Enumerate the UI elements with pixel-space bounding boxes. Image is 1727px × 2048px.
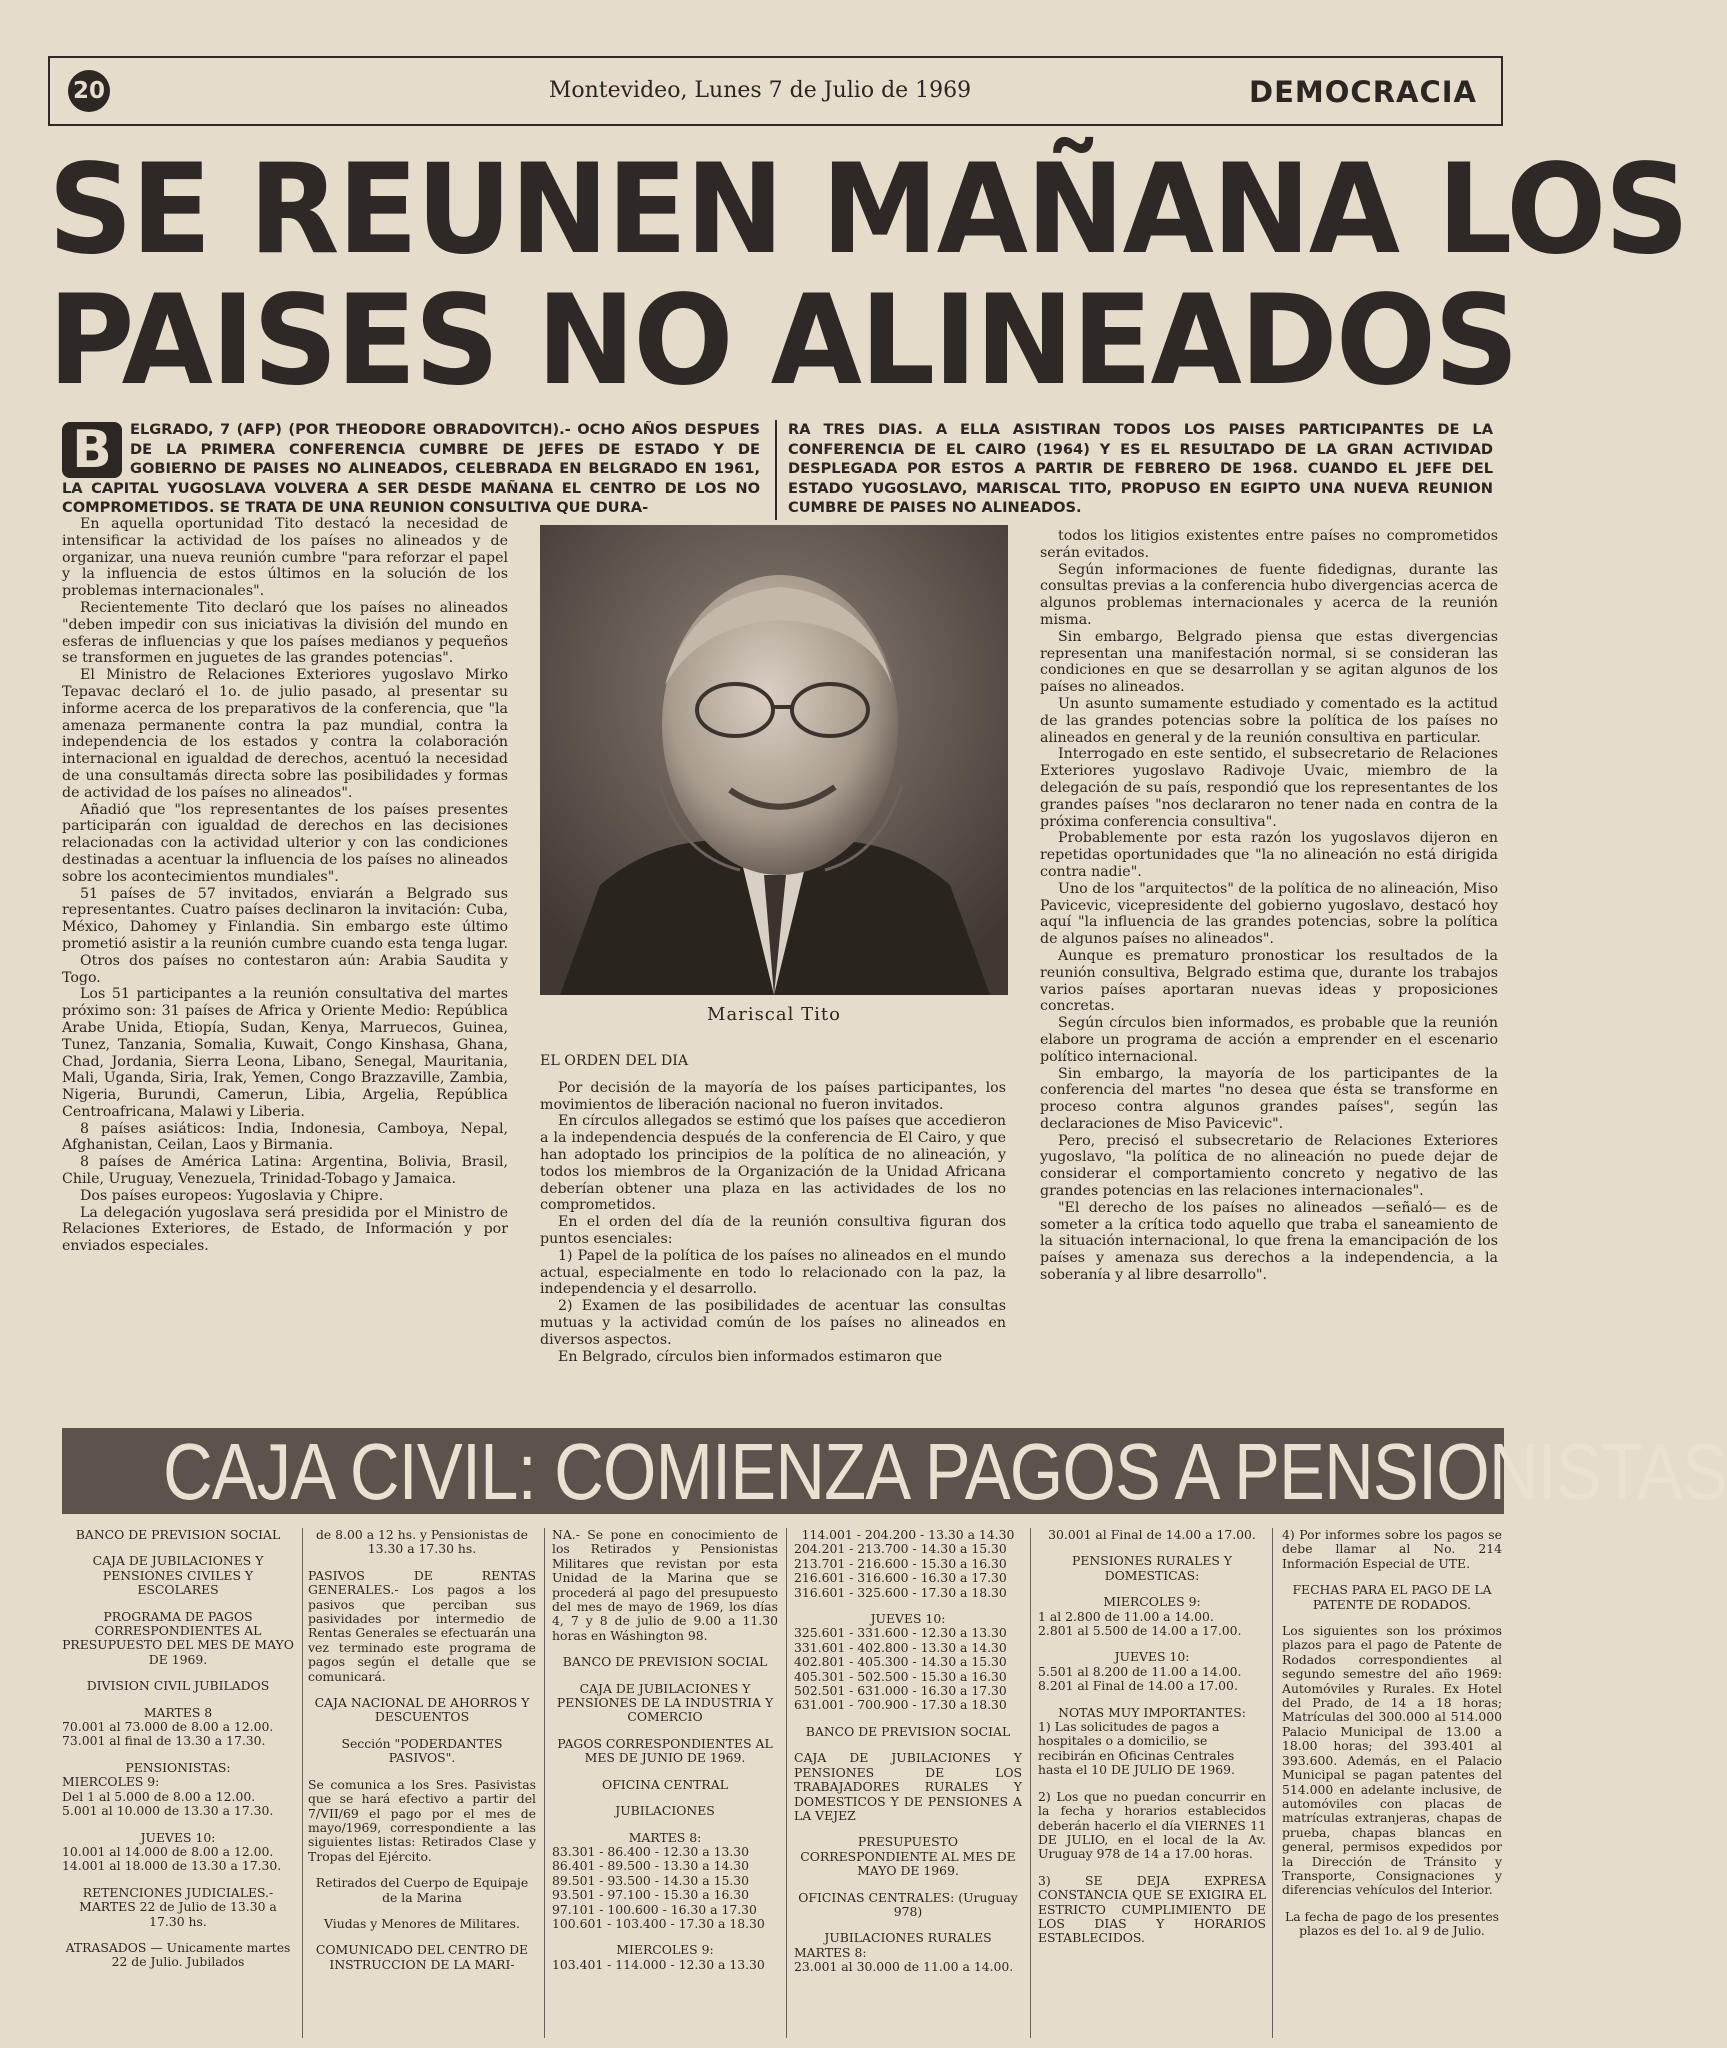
lead-text-left: ELGRADO, 7 (AFP) (POR THEODORE OBRADOVITCH).- OCHO AÑOS DESPUES DE LA PRIMERA CONFERENCIA CUMBRE DE JEFES DE ESTADO Y DE GOBIERNO DE PAISES NO ALINEADOS, CELEBRADA EN BELGRADO EN 1961, LA CAPITAL YUGOSLAVA VOLVERA A SER DESDE MAÑANA EL CENTRO DE LOS NO COMPROMETIDOS. SE TRATA DE UNA REUNION CONSULTIVA QUE DURA- bbox=[62, 421, 760, 516]
notice-line: 70.001 al 73.000 de 8.00 a 12.00. bbox=[62, 1719, 274, 1735]
notice-line: 83.301 - 86.400 - 12.30 a 13.30 bbox=[552, 1843, 750, 1859]
notice-block bbox=[552, 1831, 778, 1932]
notice-block bbox=[1038, 1650, 1266, 1693]
notice-block: Sección "PODERDANTES PASIVOS". bbox=[341, 1735, 503, 1766]
article-paragraph: Añadió que "los representantes de los países presentes participarán con igualdad de derechos en las decisiones relacionadas con la actividad ulterior y con las condiciones destinadas a acentuar la influencia de los países no alineados sobre los acontecimientos mundiales". bbox=[62, 801, 508, 885]
notice-line: PENSIONISTAS: bbox=[125, 1759, 231, 1775]
article-paragraph: Los 51 participantes a la reunión consultativa del martes próximo son: 31 países de Africa y Oriente Medio: República Arabe Unida, Etiopía, Sudan, Kenya, Marruecos, Guinea, Tunez, Tanzania, Somalia, Kuwait, Congo Kinshasa, Ghana, Chad, Jordania, Sierra Leona, Libano, Senegal, Mauritania, Mali, Uganda, Siria, Irak, Yemen, Congo Brazzaville, Zambia, Nigeria, Burundi, Camerun, Libia, Argelia, República Centroafricana, Malawi y Liberia. bbox=[62, 986, 508, 1120]
article-paragraph: Interrogado en este sentido, el subsecretario de Relaciones Exteriores yugoslavo Radivoje Uvaic, miembro de la delegación de su país, respondió que los representantes de los grandes países "nos declararon no tener nada en contra de la próxima conferencia consultiva". bbox=[1040, 746, 1498, 830]
notice-line: 5.501 al 8.200 de 11.00 a 14.00. bbox=[1038, 1663, 1242, 1679]
photo-caption: Mariscal Tito bbox=[707, 1004, 841, 1025]
notice-line: 114.001 - 204.200 - 13.30 a 14.30 bbox=[801, 1527, 1015, 1542]
notice-line: 1) Las solicitudes de pagos a hospitales o a domicilio, se recibirán en Oficinas Centrales hasta el 10 DE JULIO DE 1969. bbox=[1038, 1719, 1235, 1778]
notice-column-6 bbox=[1282, 1528, 1502, 2040]
notice-block: de 8.00 a 12 hs. y Pensionistas de 13.30 a 17.30 hs. bbox=[315, 1527, 529, 1557]
notice-block bbox=[62, 1761, 294, 1819]
headline-line-1: SE REUNEN MAÑANA LOS bbox=[48, 136, 1688, 282]
article-paragraph: En Belgrado, círculos bien informados estimaron que bbox=[558, 1348, 943, 1365]
notice-line: 89.501 - 93.500 - 14.30 a 15.30 bbox=[552, 1872, 750, 1888]
notice-line: 204.201 - 213.700 - 14.30 a 15.30 bbox=[794, 1541, 1007, 1557]
headline-line-2: PAISES NO ALINEADOS bbox=[48, 267, 1518, 413]
notice-column-2 bbox=[308, 1528, 536, 2040]
column-rule bbox=[1030, 1528, 1031, 2038]
notice-line: 14.001 al 18.000 de 13.30 a 17.30. bbox=[62, 1858, 282, 1874]
article-paragraph: 8 países asiáticos: India, Indonesia, Camboya, Nepal, Afghanistan, Ceilan, Laos y Birmania. bbox=[62, 1120, 508, 1154]
notice-line: MARTES 8: bbox=[628, 1829, 702, 1845]
notice-block bbox=[794, 1528, 1022, 1600]
notice-line: 8.201 al Final de 14.00 a 17.00. bbox=[1038, 1678, 1238, 1694]
notice-block: OFICINAS CENTRALES: (Uruguay 978) bbox=[798, 1889, 1018, 1919]
article-paragraph: Probablemente por esta razón los yugoslavos dijeron en repetidas oportunidades que "la no alineación no está dirigida contra nadie". bbox=[1040, 830, 1498, 880]
notice-line: JUBILACIONES RURALES bbox=[824, 1930, 992, 1946]
lead-divider bbox=[775, 420, 777, 520]
article-column-1 bbox=[62, 516, 508, 1406]
notice-line: 23.001 al 30.000 de 11.00 a 14.00. bbox=[794, 1959, 1014, 1975]
notice-line: 86.401 - 89.500 - 13.30 a 14.30 bbox=[552, 1858, 750, 1874]
notice-line: JUEVES 10: bbox=[870, 1611, 946, 1627]
article-paragraph: 51 países de 57 invitados, enviarán a Belgrado sus representantes. Cuatro países declinaron la invitación: Cuba, México, Dahomey y Finlandia. Sin embargo este último prometió asistir a la reunión cumbre cuando esta tenga lugar. bbox=[62, 885, 508, 952]
article-paragraph: Otros dos países no contestaron aún: Arabia Saudita y Togo. bbox=[62, 952, 508, 986]
notice-line: NOTAS MUY IMPORTANTES: bbox=[1058, 1704, 1246, 1720]
notice-line: JUEVES 10: bbox=[1114, 1649, 1190, 1665]
notice-line: JUEVES 10: bbox=[140, 1829, 216, 1845]
article-column-3 bbox=[1040, 528, 1498, 1408]
notice-block: PASIVOS DE RENTAS GENERALES.- Los pagos a los pasivos que perciban sus pasividades por intermedio de Rentas Generales se efectuarán una vez terminado este programa de pagos según el detalle que se comunicará. bbox=[308, 1567, 536, 1684]
notice-line: 316.601 - 325.600 - 17.30 a 18.30 bbox=[794, 1584, 1007, 1600]
notice-block bbox=[62, 1706, 294, 1749]
notice-block bbox=[794, 1931, 1022, 1974]
notice-block: BANCO DE PREVISION SOCIAL bbox=[805, 1723, 1011, 1739]
notice-block: OFICINA CENTRAL bbox=[602, 1776, 728, 1792]
notice-block bbox=[62, 1831, 294, 1874]
notice-block bbox=[1038, 1706, 1266, 1778]
notice-line: 5.001 al 10.000 de 13.30 a 17.30. bbox=[62, 1803, 274, 1819]
article-paragraph: Según círculos bien informados, es probable que la reunión elabore un programa de acción a emprender en el escenario político internacional. bbox=[1040, 1015, 1498, 1065]
notice-block: BANCO DE PREVISION SOCIAL bbox=[75, 1527, 281, 1542]
column-rule bbox=[786, 1528, 787, 2038]
notice-block: PAGOS CORRESPONDIENTES AL MES DE JUNIO DE 1969. bbox=[557, 1735, 773, 1766]
notice-block: BANCO DE PREVISION SOCIAL bbox=[562, 1654, 768, 1670]
banner-headline bbox=[62, 1427, 1727, 1516]
notice-column-5 bbox=[1038, 1528, 1266, 2040]
article-paragraph: "El derecho de los países no alineados —señaló— es de someter a la crítica todo aquello que traba el saneamiento de la situación internacional, lo que frena la emancipación de los países y amenaza sus derechos a la independencia, a la soberanía y al libre desarrollo". bbox=[1040, 1199, 1498, 1284]
notice-line: 631.001 - 700.900 - 17.30 a 18.30 bbox=[794, 1697, 1007, 1713]
notice-line: MIERCOLES 9: bbox=[1103, 1594, 1201, 1610]
notice-line: 1 al 2.800 de 11.00 a 14.00. bbox=[1038, 1608, 1214, 1624]
drop-cap: B bbox=[62, 422, 122, 478]
notice-block bbox=[1038, 1595, 1266, 1638]
article-paragraph: Pero, precisó el subsecretario de Relaciones Exteriores yugoslavo, "la política de no alineación no puede dejar de considerar el comportamiento concreto y negativo de las grandes potencias en las relaciones internacionales". bbox=[1040, 1132, 1498, 1200]
article-paragraph: La delegación yugoslava será presidida por el Ministro de Relaciones Exteriores, de Estado, de Información y por enviados especiales. bbox=[62, 1204, 508, 1255]
column-rule bbox=[302, 1528, 303, 2038]
notice-block: 3) SE DEJA EXPRESA CONSTANCIA QUE SE EXIGIRA EL ESTRICTO CUMPLIMIENTO DE LOS DIAS Y HORARIOS ESTABLECIDOS. bbox=[1038, 1872, 1266, 1946]
article-paragraph: Dos países europeos: Yugoslavia y Chipre. bbox=[80, 1187, 384, 1204]
notice-line: 2.801 al 5.500 de 14.00 a 17.00. bbox=[1038, 1623, 1242, 1639]
article-paragraph: En aquella oportunidad Tito destacó la necesidad de intensificar la actividad de los países no alineados y de organizar, una nueva reunión cumbre "para reforzar el papel y la influencia de estos últimos en la solución de los problemas internacionales". bbox=[62, 516, 508, 600]
notice-block: COMUNICADO DEL CENTRO DE INSTRUCCION DE LA MARI- bbox=[315, 1942, 529, 1972]
notice-line: 93.501 - 97.100 - 15.30 a 16.30 bbox=[552, 1887, 750, 1903]
notice-line: MIERCOLES 9: bbox=[62, 1774, 160, 1790]
dateline: Montevideo, Lunes 7 de Julio de 1969 bbox=[548, 78, 972, 103]
notice-block bbox=[552, 1943, 778, 1972]
article-paragraph: 2) Examen de las posibilidades de acentuar las consultas mutuas y la actividad común de los países no alineados en diversos aspectos. bbox=[540, 1298, 1006, 1348]
page-header bbox=[48, 56, 1503, 126]
notice-block: RETENCIONES JUDICIALES.- MARTES 22 de Julio de 13.30 a 17.30 hs. bbox=[79, 1884, 277, 1929]
main-headline bbox=[48, 136, 1688, 413]
notice-block: Se comunica a los Sres. Pasivistas que se hará efectivo a partir del 7/VII/69 el pago por el mes de mayo/1969, correspondiente a las siguientes listas: Retirados Clase y Tropas del Ejército. bbox=[308, 1776, 536, 1864]
notice-line: MIERCOLES 9: bbox=[616, 1942, 714, 1958]
column-rule bbox=[1272, 1528, 1273, 2038]
article-column-2 bbox=[540, 1045, 1006, 1405]
page-number-badge: 20 bbox=[68, 70, 110, 112]
lead-paragraph-right: RA TRES DIAS. A ELLA ASISTIRAN TODOS LOS PAISES PARTICIPANTES DE LA CONFERENCIA DE EL CAIRO (1964) Y ES EL RESULTADO DE LA GRAN ACTIVIDAD DESPLEGADA POR ESTOS A PARTIR DE FEBRERO DE 1968. CUANDO EL JEFE DEL ESTADO YUGOSLAVO, MARISCAL TITO, PROPUSO EN EGIPTO UNA NUEVA REUNION CUMBRE DE PAISES NO ALINEADOS. bbox=[788, 421, 1493, 516]
notice-line: 216.601 - 316.600 - 16.30 a 17.30 bbox=[794, 1570, 1007, 1586]
notice-block: ATRASADOS — Unicamente martes 22 de Julio. Jubilados bbox=[65, 1939, 291, 1970]
notice-block: CAJA DE JUBILACIONES Y PENSIONES DE LA INDUSTRIA Y COMERCIO bbox=[556, 1680, 774, 1725]
article-paragraph: 1) Papel de la política de los países no alineados en el mundo actual, especialmente en todo lo relacionado con la paz, la independencia y el desarrollo. bbox=[540, 1247, 1006, 1298]
notice-line: 103.401 - 114.000 - 12.30 a 13.30 bbox=[552, 1956, 765, 1972]
article-paragraph: El Ministro de Relaciones Exteriores yugoslavo Mirko Tepavac declaró el 1o. de julio pasado, al presentar su informe acerca de los preparativos de la conferencia, que "la amenaza permanente contra la paz mundial, contra la independencia de los estados y contra la colaboración internacional en igualdad de derechos, acentuó la necesidad de una consultamás directa sobre las posibilidades y formas de actividad de los países no alineados". bbox=[62, 667, 508, 801]
notice-line: 10.001 al 14.000 de 8.00 a 12.00. bbox=[62, 1843, 274, 1859]
notice-block: PROGRAMA DE PAGOS CORRESPONDIENTES AL PRESUPUESTO DEL MES DE MAYO DE 1969. bbox=[62, 1608, 294, 1667]
notice-block: CAJA NACIONAL DE AHORROS Y DESCUENTOS bbox=[314, 1695, 530, 1725]
lead-paragraph-left bbox=[62, 420, 760, 518]
notice-block: NA.- Se pone en conocimiento de los Retirados y Pensionistas Militares que revistan por esta Unidad de la Marina que se procederá al pago del presupuesto del mes de mayo de 1969, los días 4, 7 y 8 de julio de 9.00 a 11.30 horas en Wáshington 98. bbox=[552, 1527, 778, 1643]
notice-line: 502.501 - 631.000 - 16.30 a 17.30 bbox=[794, 1683, 1007, 1699]
article-paragraph: Uno de los "arquitectos" de la política de no alineación, Miso Pavicevic, vicepresidente del gobierno yugoslavo, destacó hoy aquí "la influencia de las grandes potencias, sobre la política de algunos países no alineados". bbox=[1040, 880, 1498, 948]
notice-line: MARTES 8 bbox=[143, 1704, 213, 1720]
column-rule bbox=[544, 1528, 545, 2038]
article-paragraph: Recientemente Tito declaró que los países no alineados "deben impedir con sus iniciativas la división del mundo en esferas de influencias y que los países medianos y pequeños se transformen en juguetes de las grandes potencias". bbox=[62, 599, 508, 667]
article-paragraph: 8 países de América Latina: Argentina, Bolivia, Brasil, Chile, Uruguay, Venezuela, Trinidad-Tobago y Jamaica. bbox=[62, 1154, 508, 1188]
article-paragraph: Sin embargo, la mayoría de los participantes de la conferencia del martes "no desea que ésta se transforme en proceso contra algunos grandes países", según las declaraciones de Miso Pavicevic". bbox=[1040, 1065, 1498, 1132]
masthead: DEMOCRACIA bbox=[1249, 75, 1477, 109]
notice-column-4 bbox=[794, 1528, 1022, 2040]
notice-block bbox=[794, 1612, 1022, 1713]
notice-line: 325.601 - 331.600 - 12.30 a 13.30 bbox=[794, 1625, 1007, 1641]
notice-line: Del 1 al 5.000 de 8.00 a 12.00. bbox=[62, 1788, 256, 1804]
notice-block: 2) Los que no puedan concurrir en la fecha y horarios establecidos deberán hacerlo el día VIERNES 11 DE JULIO, en el local de la Av. Uruguay 978 de 14 a 17.00 horas. bbox=[1038, 1788, 1266, 1862]
notice-block: FECHAS PARA EL PAGO DE LA PATENTE DE RODADOS. bbox=[1292, 1582, 1492, 1612]
article-paragraph: Aunque es prematuro pronosticar los resultados de la reunión consultiva, Belgrado estima que, durante los trabajos varios países aportaran nuevas ideas y proposiciones concretas. bbox=[1040, 947, 1498, 1015]
article-paragraph: En el orden del día de la reunión consultiva figuran dos puntos esenciales: bbox=[540, 1214, 1006, 1247]
notice-block: 30.001 al Final de 14.00 a 17.00. bbox=[1048, 1527, 1256, 1542]
notice-block: CAJA DE JUBILACIONES Y PENSIONES CIVILES Y ESCOLARES bbox=[92, 1553, 264, 1598]
notice-block: DIVISION CIVIL JUBILADOS bbox=[86, 1678, 270, 1694]
article-paragraph: Un asunto sumamente estudiado y comentado es la actitud de las grandes potencias sobre la política de los países no alineados en general y de la reunión consultiva en particular. bbox=[1040, 695, 1498, 746]
notice-line: 402.801 - 405.300 - 14.30 a 15.30 bbox=[794, 1654, 1007, 1670]
notice-line: 100.601 - 103.400 - 17.30 a 18.30 bbox=[552, 1915, 765, 1931]
tito-photo bbox=[540, 525, 1008, 995]
notice-line: 73.001 al final de 13.30 a 17.30. bbox=[62, 1733, 266, 1749]
notice-block: PRESUPUESTO CORRESPONDIENTE AL MES DE MAYO DE 1969. bbox=[800, 1834, 1016, 1879]
article-paragraph: En círculos allegados se estimó que los países que accedieron a la independencia después de la conferencia de El Cairo, y que han adoptado los principios de la política de no alineación, y todos los miembros de la Organización de la Unidad Africana deberían obtener una plaza en las actividades de los no comprometidos. bbox=[540, 1113, 1006, 1214]
notice-block: PENSIONES RURALES Y DOMESTICAS: bbox=[1071, 1553, 1232, 1583]
notice-block: CAJA DE JUBILACIONES Y PENSIONES DE LOS TRABAJADORES RURALES Y DOMESTICOS Y DE PENSIONES A LA VEJEZ bbox=[794, 1750, 1022, 1823]
notice-line: 331.601 - 402.800 - 13.30 a 14.30 bbox=[794, 1639, 1007, 1655]
notice-line: 405.301 - 502.500 - 15.30 a 16.30 bbox=[794, 1668, 1007, 1684]
notice-line: 97.101 - 100.600 - 16.30 a 17.30 bbox=[552, 1901, 757, 1917]
notice-block: Retirados del Cuerpo de Equipaje de la Marina bbox=[315, 1875, 529, 1905]
notice-block: Los siguientes son los próximos plazos para el pago de Patente de Rodados correspondientes al segundo semestre del año 1969: Automóviles y Rurales. Ex Hotel del Prado, de 14 a 18 horas; Matrículas del 300.000 al 514.000 Palacio Municipal de 13.00 a 18.00 horas; del 393.401 al 393.600. Además, en el Palacio Municipal se pagan patentes del 514.000 en adelante inclusive, de automóviles con placas de matrículas extranjeras, chapas de prueba, chapas blancas en general, permisos expedidos por la Dirección de Tránsito y Transporte, Consignaciones y diferencias vehículos del Interior. bbox=[1282, 1623, 1502, 1898]
notice-column-3 bbox=[552, 1528, 778, 2040]
banner-text: CAJA CIVIL: COMIENZA PAGOS A PENSIONISTAS bbox=[162, 1427, 1727, 1516]
notice-block: JUBILACIONES bbox=[615, 1803, 715, 1819]
article-column-2-body bbox=[540, 1080, 1006, 1366]
notice-block: Viudas y Menores de Militares. bbox=[324, 1915, 520, 1931]
notice-block: 4) Por informes sobre los pagos se debe llamar al No. 214 Información Especial de UTE. bbox=[1282, 1527, 1502, 1571]
notice-line: 213.701 - 216.600 - 15.30 a 16.30 bbox=[794, 1555, 1007, 1571]
article-paragraph: Según informaciones de fuente fidedignas, durante las consultas previas a la conferencia hubo divergencias acerca de algunos problemas internacionales y acerca de la reunión misma. bbox=[1040, 561, 1498, 628]
notice-block: La fecha de pago de los presentes plazos es del 1o. al 9 de Julio. bbox=[1284, 1908, 1500, 1939]
article-paragraph: Por decisión de la mayoría de los países participantes, los movimientos de liberación nacional no fueron invitados. bbox=[540, 1079, 1006, 1113]
section-subheading: EL ORDEN DEL DIA bbox=[540, 1053, 689, 1069]
article-paragraph: Sin embargo, Belgrado piensa que estas divergencias representan una manifestación normal, si se consideran las condiciones en que se desarrollan y se agitan algunos de los países no alineados. bbox=[1040, 628, 1498, 696]
notice-column-1 bbox=[62, 1528, 294, 2040]
notice-line: MARTES 8: bbox=[794, 1944, 867, 1960]
article-paragraph: todos los litigios existentes entre países no comprometidos serán evitados. bbox=[1040, 528, 1498, 561]
